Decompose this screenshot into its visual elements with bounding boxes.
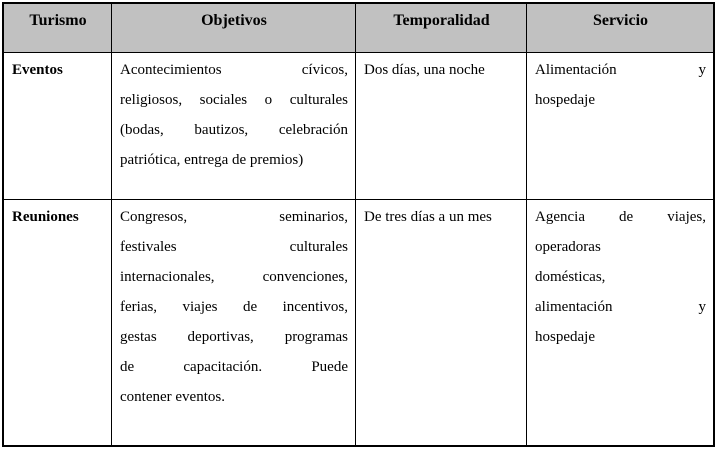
text-line: Agencia de viajes,: [535, 209, 706, 225]
text-line: religiosos, sociales o culturales: [120, 92, 348, 108]
text-line: Acontecimientos cívicos,: [120, 62, 348, 78]
header-cell-turismo: Turismo: [4, 4, 112, 53]
text-line: hospedaje: [535, 329, 595, 345]
header-cell-objetivos: Objetivos: [112, 4, 356, 53]
text-line: contener eventos.: [120, 389, 225, 405]
text-line: gestas deportivas, programas: [120, 329, 348, 345]
cell-eventos-objetivos: [112, 53, 356, 200]
text-line: Alimentación y: [535, 62, 706, 78]
cell-eventos-label: Eventos: [4, 53, 112, 200]
text-line: ferias, viajes de incentivos,: [120, 299, 348, 315]
header-cell-temporalidad: Temporalidad: [356, 4, 527, 53]
text-line: de capacitación. Puede: [120, 359, 348, 375]
text-line: domésticas,: [535, 269, 606, 285]
text-line: internacionales, convenciones,: [120, 269, 348, 285]
cell-reuniones-label: Reuniones: [4, 200, 112, 445]
cell-reuniones-servicio: [527, 200, 713, 445]
text-line: alimentación y: [535, 299, 706, 315]
cell-reuniones-objetivos: [112, 200, 356, 445]
cell-reuniones-temporalidad: De tres días a un mes: [356, 200, 527, 445]
text-line: patriótica, entrega de premios): [120, 152, 304, 168]
text-line: hospedaje: [535, 92, 595, 108]
tourism-types-table: [2, 2, 715, 447]
cell-eventos-temporalidad: Dos días, una noche: [356, 53, 527, 200]
text-line: (bodas, bautizos, celebración: [120, 122, 348, 138]
text-line: operadoras: [535, 239, 601, 255]
text-line: festivales culturales: [120, 239, 348, 255]
cell-eventos-servicio: [527, 53, 713, 200]
header-cell-servicio: Servicio: [527, 4, 713, 53]
text-line: Congresos, seminarios,: [120, 209, 348, 225]
